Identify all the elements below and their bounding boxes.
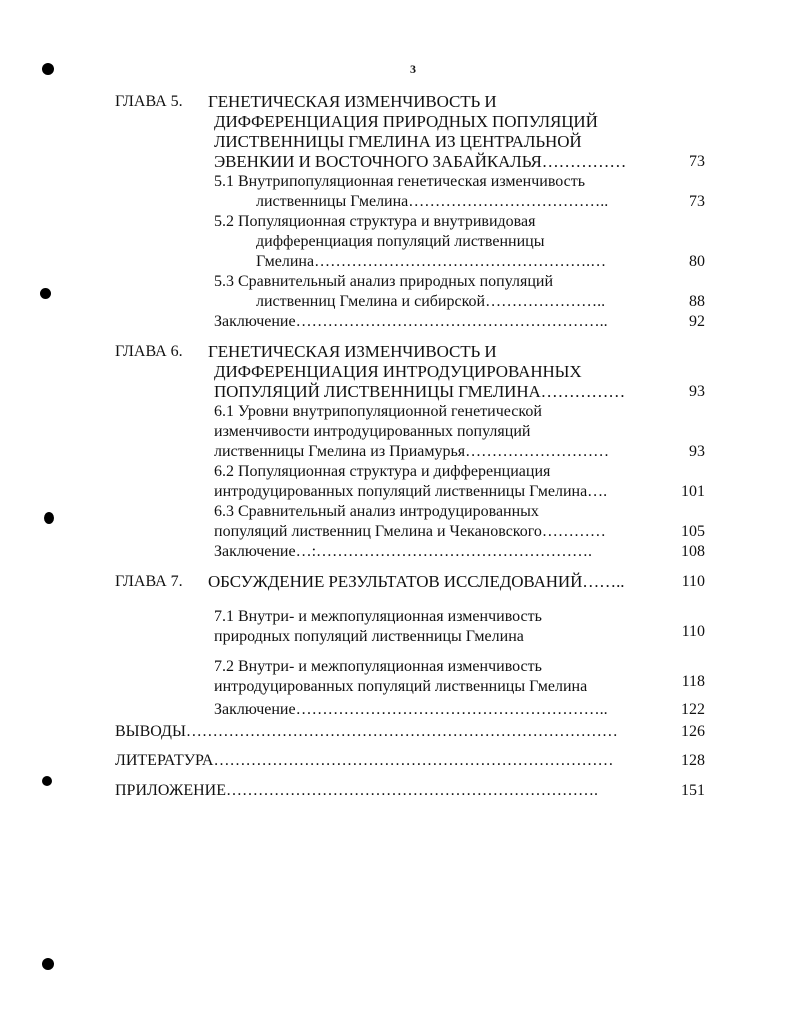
- chapter-6-conclusion-page: 108: [681, 543, 705, 560]
- chapter-5-conclusion-page: 92: [689, 313, 705, 330]
- chapter-5-title-line3: ЛИСТВЕННИЦЫ ГМЕЛИНА ИЗ ЦЕНТРАЛЬНОЙ: [214, 132, 582, 151]
- chapter-7-conclusion: Заключение…………………………………………………..: [214, 701, 608, 718]
- section-6-1-line2: изменчивости интродуцированных популяций: [214, 423, 531, 440]
- section-6-3-page: 105: [681, 523, 705, 540]
- section-5-2-line2: дифференциация популяций лиственницы: [256, 233, 545, 250]
- section-7-1-page: 110: [681, 623, 705, 640]
- chapter-7-title: ОБСУЖДЕНИЕ РЕЗУЛЬТАТОВ ИССЛЕДОВАНИЙ……..: [208, 572, 625, 591]
- section-6-2-line1: 6.2 Популяционная структура и дифференциация: [214, 463, 551, 480]
- conclusions-entry: ВЫВОДЫ………………………………………………………………………: [115, 723, 618, 740]
- appendix-entry: ПРИЛОЖЕНИЕ…………………………………………………………….: [115, 782, 599, 799]
- section-5-2-line1: 5.2 Популяционная структура и внутривидовая: [214, 213, 536, 230]
- chapter-7-page: 110: [681, 573, 705, 590]
- page-number: 3: [410, 62, 416, 76]
- chapter-5-title-line2: ДИФФЕРЕНЦИАЦИЯ ПРИРОДНЫХ ПОПУЛЯЦИЙ: [214, 112, 598, 131]
- section-7-1-line2: природных популяций лиственницы Гмелина: [214, 628, 524, 645]
- chapter-6-title-line2: ДИФФЕРЕНЦИАЦИЯ ИНТРОДУЦИРОВАННЫХ: [214, 362, 582, 381]
- section-5-1-line1: 5.1 Внутрипопуляционная генетическая изменчивость: [214, 173, 586, 190]
- section-6-3-line2: популяций лиственниц Гмелина и Чекановского…………: [214, 523, 606, 540]
- section-5-3-line2: лиственниц Гмелина и сибирской…………………..: [256, 293, 606, 310]
- chapter-5-title-line1: ГЕНЕТИЧЕСКАЯ ИЗМЕНЧИВОСТЬ И: [208, 92, 497, 111]
- conclusions-page: 126: [681, 723, 705, 740]
- section-6-1-line1: 6.1 Уровни внутрипопуляционной генетической: [214, 403, 542, 420]
- literature-page: 128: [681, 752, 705, 769]
- chapter-5-label: ГЛАВА 5.: [115, 93, 183, 110]
- section-5-1-page: 73: [689, 193, 705, 210]
- chapter-5-title-line4: ЭВЕНКИИ И ВОСТОЧНОГО ЗАБАЙКАЛЬЯ……………: [214, 152, 627, 171]
- chapter-6-label: ГЛАВА 6.: [115, 343, 183, 360]
- section-7-1-line1: 7.1 Внутри- и межпопуляционная изменчивость: [214, 608, 542, 625]
- section-7-2-line2: интродуцированных популяций лиственницы Гмелина: [214, 678, 588, 695]
- section-6-1-line3: лиственницы Гмелина из Приамурья………………………: [214, 443, 610, 460]
- section-6-2-line2: интродуцированных популяций лиственницы Гмелина….: [214, 483, 608, 500]
- chapter-7-conclusion-page: 122: [681, 701, 705, 718]
- section-6-2-page: 101: [681, 483, 705, 500]
- section-5-3-line1: 5.3 Сравнительный анализ природных популяций: [214, 273, 554, 290]
- section-5-2-line3: Гмелина…………………………………………….…: [256, 253, 607, 270]
- section-5-3-page: 88: [689, 293, 705, 310]
- chapter-5-conclusion: Заключение…………………………………………………..: [214, 313, 608, 330]
- chapter-6-title-line1: ГЕНЕТИЧЕСКАЯ ИЗМЕНЧИВОСТЬ И: [208, 342, 497, 361]
- section-6-1-page: 93: [689, 443, 705, 460]
- section-7-2-page: 118: [681, 673, 705, 690]
- chapter-7-label: ГЛАВА 7.: [115, 573, 183, 590]
- appendix-page: 151: [681, 782, 705, 799]
- section-7-2-line1: 7.2 Внутри- и межпопуляционная изменчивость: [214, 658, 542, 675]
- chapter-5-page: 73: [689, 153, 705, 170]
- chapter-6-conclusion: Заключение…:…………………………………………….: [214, 543, 593, 560]
- literature-entry: ЛИТЕРАТУРА…………………………………………………………………: [115, 752, 614, 769]
- section-5-2-page: 80: [689, 253, 705, 270]
- chapter-6-page: 93: [689, 383, 705, 400]
- chapter-6-title-line3: ПОПУЛЯЦИЙ ЛИСТВЕННИЦЫ ГМЕЛИНА……………: [214, 382, 626, 401]
- section-6-3-line1: 6.3 Сравнительный анализ интродуцированных: [214, 503, 539, 520]
- section-5-1-line2: лиственницы Гмелина………………………………..: [256, 193, 609, 210]
